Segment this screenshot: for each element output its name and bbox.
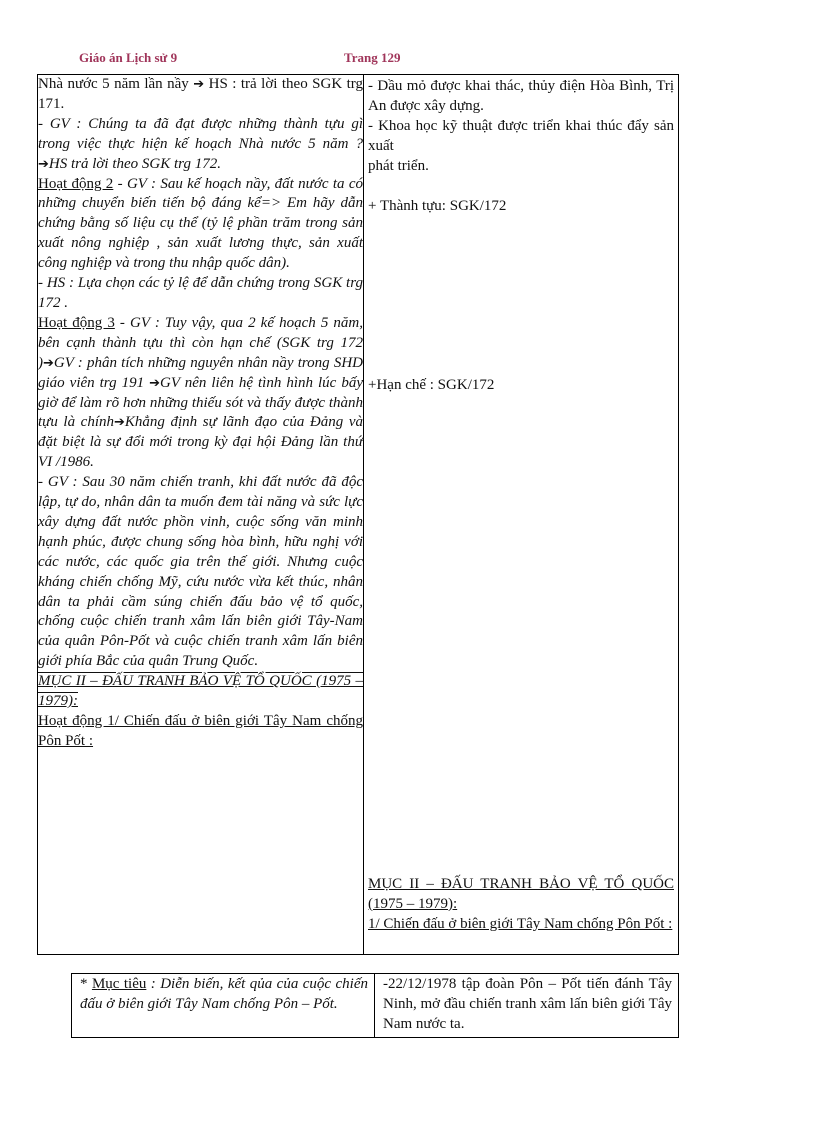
teacher-student-activities-cell [38, 75, 364, 955]
objective-event-cell: -22/12/1978 tập đoàn Pôn – Pốt tiến đánh Tây Ninh, mở đầu chiến tranh xâm lấn biên giới Tây Nam nước ta. [375, 974, 679, 1038]
arrow-right-icon: ➔ [38, 156, 49, 172]
header-page-number: Trang 129 [344, 50, 401, 65]
note-oil-hydro: - Dầu mỏ được khai thác, thủy điện Hòa Bình, Trị An được xây dựng. [368, 78, 674, 114]
activity-1-heading: Hoạt động 1/ Chiến đấu ở biên giới Tây Nam chống Pôn Pốt : [38, 713, 363, 749]
paragraph-activity-2: Hoạt động 2 - GV : Sau kế hoạch nầy, đất nước ta có những chuyển biến tiến bộ đáng kể=> Em hãy dẫn chứng bằng số liệu cụ thể (tỷ lệ phần trăm trong sản xuất nông nghiệp , sản xuất lương thực, sản xuất công nghiệp và trong thu nhập quốc dân). [38, 175, 363, 272]
objective-cell: * Mục tiêu : Diễn biến, kết qủa của cuộc chiến đấu ở biên giới Tây Nam chống Pôn – Pốt. [72, 974, 375, 1038]
arrow-right-icon: ➔ [193, 77, 205, 92]
arrow-right-icon: ➔ [43, 355, 54, 371]
header-lesson-title: Giáo án Lịch sử 9 [79, 50, 178, 65]
activity-3-heading: Hoạt động 3 [38, 314, 115, 331]
arrow-right-icon: ➔ [114, 415, 125, 431]
notes-production [368, 77, 674, 177]
right-section-heading-muc-2: MỤC II – ĐẤU TRANH BẢO VỆ TỔ QUỐC (1975 – 1979): [368, 876, 674, 912]
objective-label: Mục tiêu [91, 976, 147, 992]
section-heading-muc-2: MỤC II – ĐẤU TRANH BẢO VỆ TỔ QUỐC (1975 – 1979): [38, 673, 363, 710]
right-subheading-1: 1/ Chiến đấu ở biên giới Tây Nam chống Pôn Pốt : [368, 915, 673, 932]
content-notes-cell [364, 75, 679, 955]
note-science-cont: phát triển. [368, 157, 429, 174]
note-achievements: + Thành tựu: SGK/172 [368, 198, 507, 214]
paragraph-hs-answer: - HS : Lựa chọn các tỷ lệ để dẫn chứng trong SGK trg 172 . [38, 275, 363, 311]
note-limits: +Hạn chế : SGK/172 [368, 377, 495, 393]
lesson-table [37, 74, 679, 955]
paragraph-intro: Nhà nước 5 năm lần nầy ➔ HS : trả lời theo SGK trg 171. [38, 76, 364, 112]
objective-table [71, 973, 679, 1038]
notes-section-2 [368, 875, 674, 935]
arrow-right-icon: ➔ [149, 375, 160, 391]
paragraph-gv-context: - GV : Sau 30 năm chiến tranh, khi đất nước đã độc lập, tự do, nhân dân ta muốn đem tài năng và sức lực xây dựng đất nước phồn vinh, cuộc sống văn minh hạnh phúc, được chung sống hòa bình, hữu nghị với các nước, các quốc gia trên thế giới. Nhưng cuộc kháng chiến chống Mỹ, cứu nước vừa kết thúc, nhân dân ta phải cầm súng chiến đấu bảo vệ tổ quốc, chống cuộc chiến tranh xâm lấn biên giới Tây-Nam của quân Pôn-Pốt và cuộc chiến tranh xâm lấn biên giới phía Bắc của quân Trung Quốc. [38, 474, 363, 670]
paragraph-activity-3: Hoạt động 3 - GV : Tuy vậy, qua 2 kế hoạch 5 năm, bên cạnh thành tựu thì còn hạn chế (SGK trg 172 )➔GV : phân tích những nguyên nhân nầy trong SHD giáo viên trg 191 ➔GV nên liên hệ tình hình lúc bấy giờ để làm rõ hơn những thiếu sót và thấy được thành tựu là chính➔Khẳng định sự lãnh đạo của Đảng và đặt biệt là sự đổi mới trong kỳ đại hội Đảng lần thứ VI /1986. [38, 314, 363, 471]
paragraph-gv-question: - GV : Chúng ta đã đạt được những thành tựu gì trong việc thực hiện kế hoạch Nhà nước 5 năm ? ➔HS trả lời theo SGK trg 172. [38, 115, 363, 172]
note-science: - Khoa học kỹ thuật được triển khai thúc đẩy sản xuất [368, 117, 674, 154]
activity-2-heading: Hoạt động 2 [38, 175, 114, 192]
